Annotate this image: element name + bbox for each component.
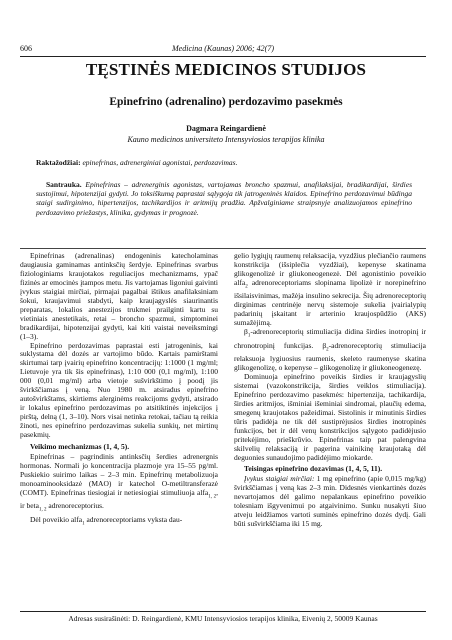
keywords-label: Raktažodžiai: (36, 158, 81, 167)
author-name: Dagmara Reingardienė (186, 124, 266, 133)
paragraph (234, 328, 426, 373)
subscript: 2 (326, 347, 329, 353)
subheading-mechanism: Veikimo mechanizmas (1, 4, 5). (30, 442, 130, 452)
text-run: -adrenoreceptorių stimuliacija relaksuoja lygiuosius raumenis, skeleto raumenyse skatina glikogenolizę, o kepenyse – glikogenolizę ir gliukoneogenezę. (234, 340, 426, 372)
article-title: Epinefrino (adrenalino) perdozavimo pasekmės (109, 96, 343, 108)
keywords-text: epinefrinas, adrenerginiai agonistai, perdozavimas. (80, 158, 238, 167)
subscript: 1, 2 (208, 494, 217, 500)
keywords (36, 158, 412, 167)
subscript: 1, 2 (38, 507, 47, 513)
abstract-text: Epinefrinas – adrenerginis agonistas, vartojamas broncho spazmui, anafilaksijai, bradikardijai, širdies sustojimui, hipotenzijai gydyti. Jo toksiškumą paprastai sąlygoja tik jatrogeninės klaidos. Epinefrino perdozavimui būdinga staigi sudirginimo, hipertenzijos, tachikardijos ir aritmijų pradžia. Apžvalginiame straipsnyje analizuojamos epinefrino perdozavimo priežastys, klinika, gydymas ir prognozė. (36, 180, 412, 217)
correspondence-address: Adresas susirašinėti: D. Reingardienė, KMU Intensyviosios terapijos klinika, Eivenių 2, 50009 Kaunas (68, 614, 378, 623)
author-affiliation: Kauno medicinos universiteto Intensyviosios terapijos klinika (127, 135, 325, 144)
paragraph (234, 252, 426, 328)
text-run: , ir beta (20, 487, 218, 511)
text-run: Dėl poveikio alfa (30, 514, 83, 524)
text-run: gelio lygiųjų raumenų relaksacija, vyzdžius plečiančio raumens konstrikcija (išsiplečia vyzdžiai), kepenyse skatinama glikogenolizė ir gliukoneogenezė. Dėl agonistinio poveikio alfa (234, 251, 426, 287)
text-run: adrenoreceptorius. (46, 501, 104, 511)
running-header (20, 43, 426, 57)
page-number: 606 (20, 44, 32, 53)
section-title: TĘSTINĖS MEDICINOS STUDIJOS (85, 60, 367, 79)
lead-in: Įvykus staigiai mirčiai: (244, 474, 315, 484)
abstract (36, 180, 412, 217)
text-run: -adrenoreceptorių stimuliacija didina širdies inotropinį ir chronotropinį funkcijas. β (234, 327, 426, 350)
right-column (234, 252, 426, 529)
paragraph (234, 475, 426, 529)
footer-rule (20, 611, 426, 612)
subheading-dosing: Teisingas epinefrino dozavimas (1, 4, 5, 11). (244, 464, 383, 474)
paragraph: Dominuoja epinefrino poveikis širdies ir kraujagyslių sistemai (vazokonstrikcija, širdies veiklos stimuliacija). Epinefrino perdozavimo pasekmės: hipertenzija, tachikardija, širdies aritmijos, išminiai išeminiai sindromai, plaučių edema, smegenų kraujotakos pažeidimai. Sistolinis ir minutinis širdies tūris padidėja ne tik dėl sustiprėjusios širdies inotropinės funkcijos, bet ir dėl venų konstrikcijos sąlygoto padidėjusio pritekėjimo, prieškrūvio. Epinefrinas taip pat palengvina skilvelių relaksaciją ir pagerina vainikinę kraujotaką dėl deguonies sunaudojimo padidėjimo miokarde. (234, 371, 426, 462)
correspondence-footer (20, 611, 426, 623)
paragraph: Epinefrinas (adrenalinas) endogeninis katecholaminas daugiausia gaminamas antinksčių šerdyje. Epinefrinas svarbus fiziologiniams kraujotakos reguliacijos mechanizmams, ypač fizinės ar emocinės įtampos metu. Jis vartojamas ligoniui gaivinti įvykus staigiai mirčiai, pirmajai pagalbai ištikus anafilaksiniam šokui, kraujavimui stabdyti, kaip kraujagyslės siaurinantis preparatas, lokalios anestezijos trukmei prailginti kartu su vietiniais anestetikais, retai – broncho spazmui, simptominei bradikardijai, hipotenzijai gydyti, kai kiti vaistai neveiksmingi (1–3). (20, 251, 218, 341)
paragraph (20, 453, 218, 516)
paragraph (20, 516, 218, 529)
text-run: 1 mg epinefrino (apie 0,015 mg/kg) švirkščiamas į veną kas 2–3 min. Didesnės vienkartinės dozės nevartojamos dėl galimo nepalankaus epinefrino poveikio tolesniam išgyvenimui po atgaivinimo. Sunku nusakyti šiuo atveju leidžiamos vartoti suminės epinefrino dozės dydį. Gali būti sušvirkščiama iki 15 mg. (234, 474, 426, 529)
journal-citation: Medicina (Kaunas) 2006; 42(7) (172, 44, 274, 53)
text-run: adrenoreceptoriams slopinama lipolizė ir norepinefrino išsilaisvinimas, mažėja insulino sekrecija. Šių adrenoreceptorių dirginimas centrinėje nervų sistemoje sukelia įvairialypių padarinių įskaitant ir arterinio kraujospūdžio (AKS) sumažėjimą. (234, 277, 426, 328)
subscript: 1 (247, 333, 251, 339)
text-run: β (244, 327, 248, 337)
header-rule (20, 56, 426, 57)
left-column (20, 252, 218, 529)
abstract-label: Santrauka. (46, 180, 82, 189)
paragraph: Epinefrino perdozavimas paprastai esti jatrogeninis, kai suklystama dėl dozės ar vartojimo būdo. Kartais pamirštami skirtumai tarp įvairių epinefrino koncentracijų: 1:1000 (1 mg/ml; Lietuvoje yra tik šis epinefrinas), 1:10 000 (0,1 mg/ml), 1:100 000 (0,01 mg/ml) arba vietoje sušvirkštimo į poodį jis švirkščiamas į veną. Nuo 1980 m. atsiradus epinefrino autošvirkštams, skirtiems alerginėms reakcijoms gydyti, atsirado ir lokalus epinefrino perdozavimas po atsitiktinės injekcijos į pirštą, delną (1, 3–10). Nors visai netinka retokai, tačiau tą reikia žinoti, nes epinefrino perdozavimas sukelia sunkių, net mirtinų pasekmių. (20, 340, 218, 440)
text-run: Epinefrinas – pagrindinis antinksčių šerdies adrenergnis hormonas. Normali jo koncentracija plazmoje yra 15–55 pg/ml. Puskiekio suirimo laikas – 2–3 min. Epinefrinų metabolizuoja monoaminooksidazė (MAO) ir katechol O-metiltransferazė (COMT). Epinefrinas tiesiogiai ir netiesiogiai stimuliuoja alfa (20, 451, 218, 497)
abstract-divider (20, 248, 426, 249)
subscript: 2 (245, 284, 248, 290)
text-run: adrenoreceptoriams vyksta dau- (84, 514, 183, 524)
subscript: 1 (82, 521, 85, 527)
